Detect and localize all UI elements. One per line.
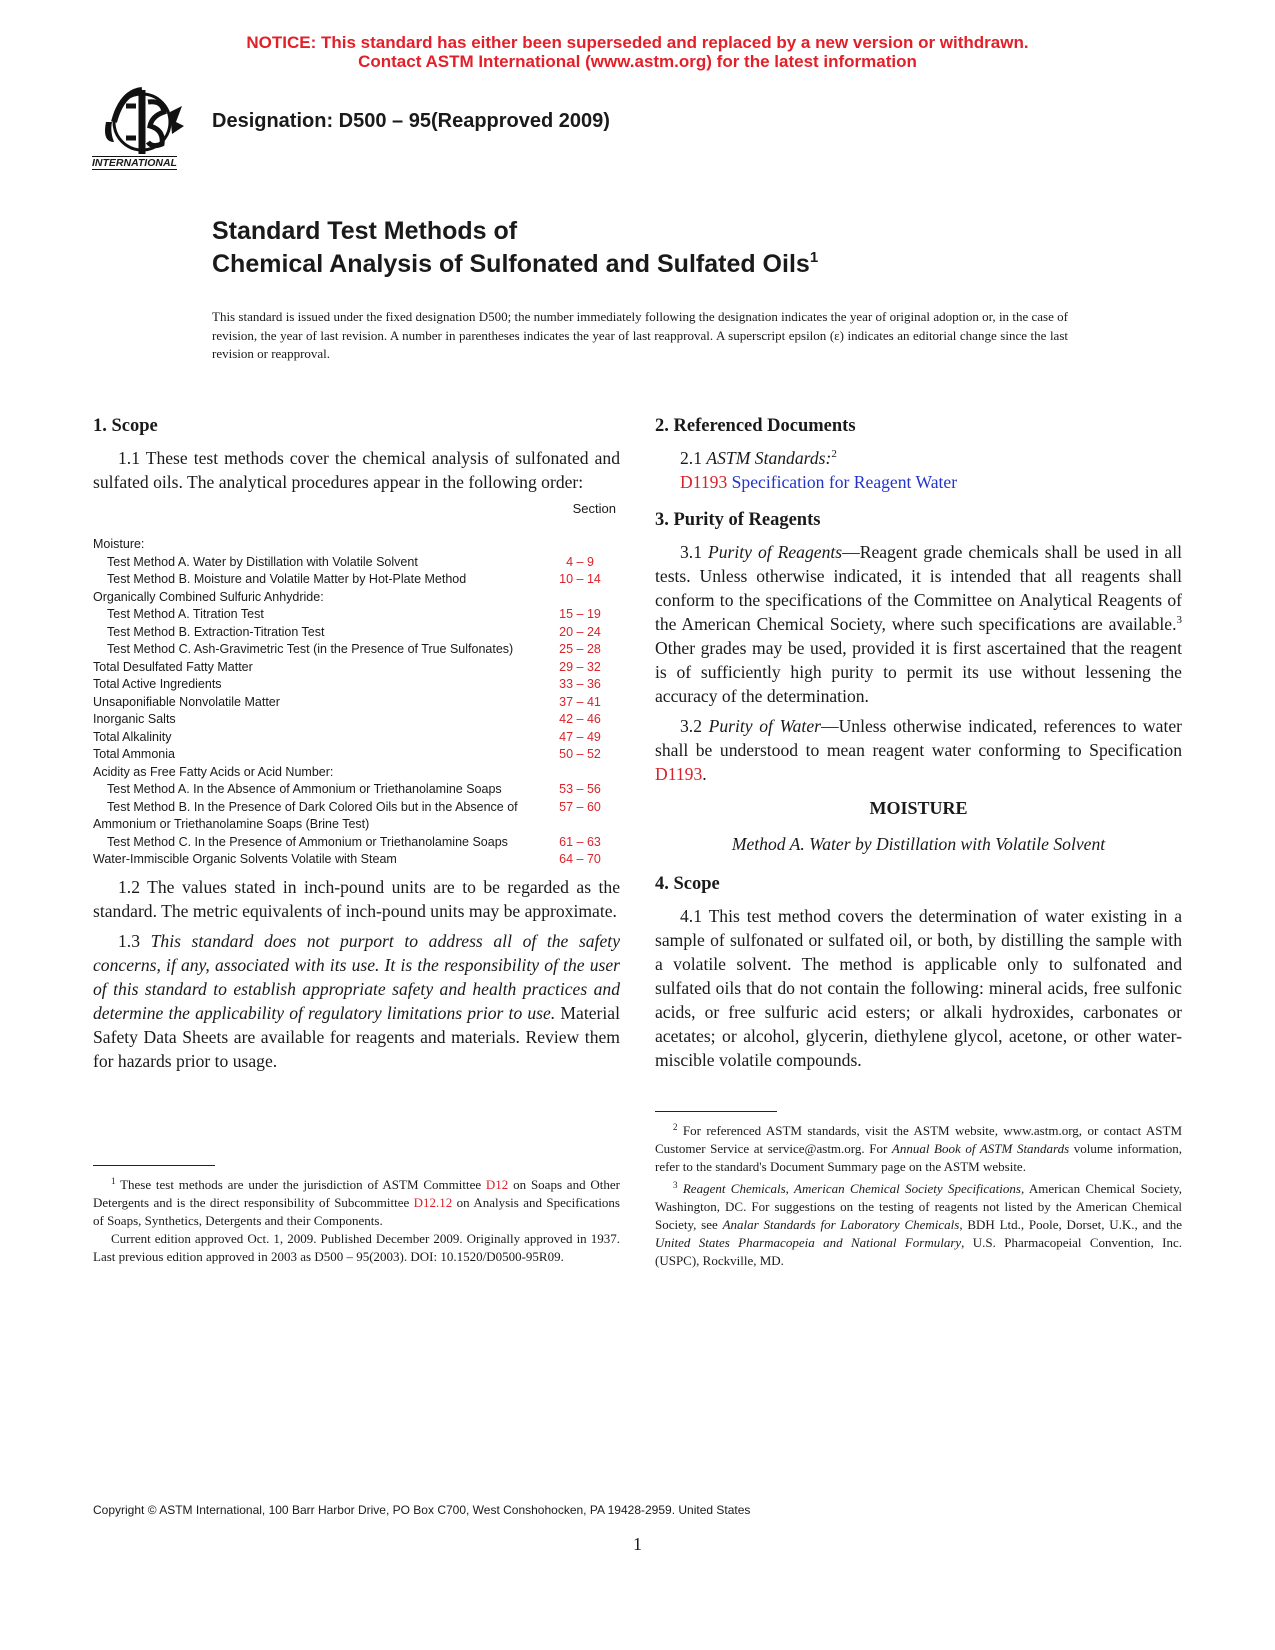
toc-row [93,676,620,694]
footnote-2 [655,1122,1182,1176]
footnote-rule-left [93,1165,215,1166]
toc-label: Test Method B. In the Presence of Dark Colored Oils but in the Absence of Ammonium or Triethanolamine Soaps (Brine Test) [93,799,518,831]
toc-label: Test Method A. Titration Test [107,607,264,621]
refdocs-heading: 2. Referenced Documents [655,416,856,436]
scope4-p1: 4.1 This test method covers the determination of water existing in a sample of sulfonated or sulfated oil, or both, by distilling the sample with a volatile solvent. The method is applicable only to sulfonated and sulfated oils that do not contain the following: mineral acids, free sulfonic acids, or free sulfuric acid esters; or alkali hydroxides, carbonates or acetates; or alcohol, glycerin, diethylene glycol, acetone, or other water-miscible volatile compounds. [655,906,1182,1070]
supersede-notice [0,33,1275,71]
toc-label: Test Method B. Extraction-Titration Test [107,624,325,639]
footnote-3-a: , American Chemical Society, Washington, DC. For suggestions on the testing of reagents not listed by the American Chemical Society, see [655,1181,1182,1232]
footnote-3 [655,1180,1182,1270]
moisture-subheading: Method A. Water by Distillation with Volatile Solvent [731,834,1106,854]
toc-row [93,589,620,607]
footnote-1-b: on Soaps and Other Detergents and is the direct responsibility of Subcommittee [93,1177,620,1210]
toc-section-link[interactable]: 61 – 63 [559,834,601,849]
toc-label: Test Method C. In the Presence of Ammonium or Triethanolamine Soaps [107,834,508,849]
page-number: 1 [633,1534,642,1554]
toc-section-link[interactable]: 15 – 19 [559,607,601,621]
footnote-3-i3: United States Pharmacopeia and National Formulary [655,1235,962,1250]
designation: Designation: D500 – 95(Reapproved 2009) [212,110,610,132]
toc-section-link[interactable]: 50 – 52 [559,747,601,761]
footnote-rule-right [655,1111,777,1112]
footnote-2-italic: Annual Book of ASTM Standards [891,1141,1070,1156]
toc-row [93,799,620,834]
toc-section-link [540,764,620,782]
scope4-heading: 4. Scope [655,874,720,894]
page-title [212,215,818,281]
footnote-3-i1: Reagent Chemicals, American Chemical Society Specifications [682,1181,1021,1196]
refdocs-p1-sup: 2 [831,448,837,460]
toc-row [93,851,620,869]
toc-row [93,536,620,554]
footnote-1-ref-d1212[interactable]: D12.12 [413,1195,453,1210]
scope-heading: 1. Scope [93,416,158,436]
toc-section-link[interactable]: 33 – 36 [559,677,601,691]
scope-p2: 1.2 The values stated in inch-pound units are to be regarded as the standard. The metric equivalents of inch-pound units may be approximate. [93,876,620,921]
ref-code-link[interactable]: D1193 [680,472,728,492]
purity-p2-num: 3.2 [680,716,709,736]
toc-row [93,711,620,729]
toc-label: Test Method A. Water by Distillation with Volatile Solvent [107,554,418,569]
toc-row [93,781,620,799]
refdocs-p1 [655,446,1182,470]
scope-p3-italic: This standard does not purport to address all of the safety concerns, if any, associated with its use. It is the responsibility of the user of this standard to establish appropriate safety and health practices and determine the applicability of regulatory limitations prior to use. [93,930,621,1023]
issue-note: This standard is issued under the fixed designation D500; the number immediately following the designation indicates the year of original adoption or, in the case of revision, the year of last revision. A number in parentheses indicates the year of last reapproval. A superscript epsilon (ε) indicates an editorial change since the last revision or reapproval. [212,309,1068,361]
left-column [93,414,620,1073]
toc-label: Total Alkalinity [93,729,172,744]
toc-section-header: Section [572,501,616,516]
toc-section-link[interactable]: 37 – 41 [559,694,601,709]
toc-row [93,659,620,677]
copyright: Copyright © ASTM International, 100 Barr Harbor Drive, PO Box C700, West Conshohocken, PA 19428-2959. United States [93,1503,751,1517]
scope-p1: 1.1 These test methods cover the chemical analysis of sulfonated and sulfated oils. The analytical procedures appear in the following order: [93,448,620,492]
toc-table [93,536,620,869]
toc-row [93,624,620,642]
footnote-3-i2: Analar Standards for Laboratory Chemicals [722,1217,960,1232]
toc-section-link [540,536,620,554]
refdocs-p1-italic: ASTM Standards: [706,448,832,468]
footnote-1-c: on Analysis and Specifications of Soaps, Synthetics, Detergents and their Components. [93,1195,620,1228]
ref-item-d1193[interactable] [655,470,1182,494]
title-footnote-mark: 1 [809,249,819,266]
notice-line-2: Contact ASTM International (www.astm.org) for the latest information [358,52,917,71]
purity-p1-text: —Reagent grade chemicals shall be used in all tests. Unless otherwise indicated, it is intended that all reagents shall conform to the specifications of the Committee on Analytical Reagents of the American Chemical Society, where such specifications are available. [655,542,1183,634]
purity-p1 [655,540,1182,708]
scope-p3 [93,929,620,1073]
toc-section-link[interactable]: 29 – 32 [559,659,601,674]
scope-p3-num: 1.3 [118,930,151,951]
purity-p1-sup: 3 [1176,614,1182,626]
toc-section-link[interactable]: 53 – 56 [559,782,601,796]
footnote-1-p1 [93,1176,620,1230]
toc-label: Test Method A. In the Absence of Ammonium or Triethanolamine Soaps [107,782,502,796]
right-column [655,414,1182,1072]
toc-label: Acidity as Free Fatty Acids or Acid Number: [93,764,334,779]
purity-p2-ref-link[interactable]: D1193 [655,764,703,784]
toc-label: Inorganic Salts [93,712,176,726]
toc-row [93,729,620,747]
title-line-2-text: Chemical Analysis of Sulfonated and Sulfated Oils [212,250,810,278]
footnote-3-c: , U.S. Pharmacopeial Convention, Inc. (USPC), Rockville, MD. [655,1235,1182,1268]
moisture-heading: MOISTURE [869,798,968,818]
astm-logo-icon [92,82,200,174]
footnote-1-p2: Current edition approved Oct. 1, 2009. Published December 2009. Originally approved in 1937. Last previous edition approved in 2003 as D500 – 95(2003). DOI: 10.1520/D0500-95R09. [93,1231,620,1264]
purity-p2-italic: Purity of Water [708,716,821,736]
toc-section-link[interactable]: 10 – 14 [559,572,601,586]
toc-row [93,834,620,852]
footnote-3-b: , BDH Ltd., Poole, Dorset, U.K., and the [959,1217,1182,1232]
toc-row [93,554,620,572]
toc-label: Unsaponifiable Nonvolatile Matter [93,694,280,709]
toc-label: Organically Combined Sulfuric Anhydride: [93,589,324,604]
toc-label: Water-Immiscible Organic Solvents Volatile with Steam [93,852,397,866]
toc-section-link[interactable]: 64 – 70 [559,852,601,866]
purity-p2 [655,714,1182,786]
footnote-1-a: These test methods are under the jurisdiction of ASTM Committee [115,1177,486,1192]
ref-title-link[interactable]: Specification for Reagent Water [727,472,958,492]
purity-p1-italic: Purity of Reagents [707,542,843,562]
toc-label: Moisture: [93,537,145,551]
toc-row [93,606,620,624]
refdocs-p1-num: 2.1 [680,448,707,468]
title-line-1: Standard Test Methods of [212,217,518,245]
toc-row [93,694,620,712]
footnote-1 [93,1176,620,1266]
toc-section-link[interactable]: 25 – 28 [559,642,601,656]
toc-section-link[interactable]: 47 – 49 [559,729,601,744]
toc-label: Test Method C. Ash-Gravimetric Test (in the Presence of True Sulfonates) [107,642,514,656]
toc-label: Total Desulfated Fatty Matter [93,659,253,674]
toc-row [93,641,620,659]
toc-row [93,746,620,764]
footnotes-right [655,1122,1182,1270]
toc-row [93,764,620,782]
footnote-2-b: volume information, refer to the standard's Document Summary page on the ASTM website. [655,1141,1183,1174]
purity-p1-text2: Other grades may be used, provided it is first ascertained that the reagent is of sufficiently high purity to permit its use without lessening the accuracy of the determination. [655,638,1182,706]
toc-label: Total Active Ingredients [93,677,222,691]
toc-section-link[interactable]: 4 – 9 [566,554,594,569]
purity-heading: 3. Purity of Reagents [655,510,821,530]
footnote-2-mark: 2 [673,1122,678,1132]
footnote-1-ref-d12[interactable]: D12 [485,1177,509,1192]
logo-wordmark: INTERNATIONAL [92,157,177,169]
purity-p2-end: . [702,764,707,784]
purity-p1-num: 3.1 [680,542,708,562]
toc-row [93,571,620,589]
scope-p3-rest: Material Safety Data Sheets are available for reagents and materials. Review them for hazards prior to usage. [93,1002,620,1071]
toc-section-link [540,589,620,607]
footnote-3-mark: 3 [673,1180,678,1190]
footnote-1-mark: 1 [111,1176,116,1186]
purity-p2-text: —Unless otherwise indicated, references to water shall be understood to mean reagent water conforming to Specification [655,716,1183,760]
toc-section-link[interactable]: 42 – 46 [559,712,601,726]
toc-section-link[interactable]: 57 – 60 [559,799,601,814]
notice-line-1: NOTICE: This standard has either been superseded and replaced by a new version or withdrawn. [246,33,1029,52]
toc-section-link[interactable]: 20 – 24 [559,624,601,639]
toc-label: Test Method B. Moisture and Volatile Matter by Hot-Plate Method [107,572,467,586]
footnote-2-a: For referenced ASTM standards, visit the ASTM website, www.astm.org, or contact ASTM Customer Service at service@astm.org. For [655,1123,1182,1156]
title-line-2 [212,248,818,281]
toc-label: Total Ammonia [93,747,175,761]
